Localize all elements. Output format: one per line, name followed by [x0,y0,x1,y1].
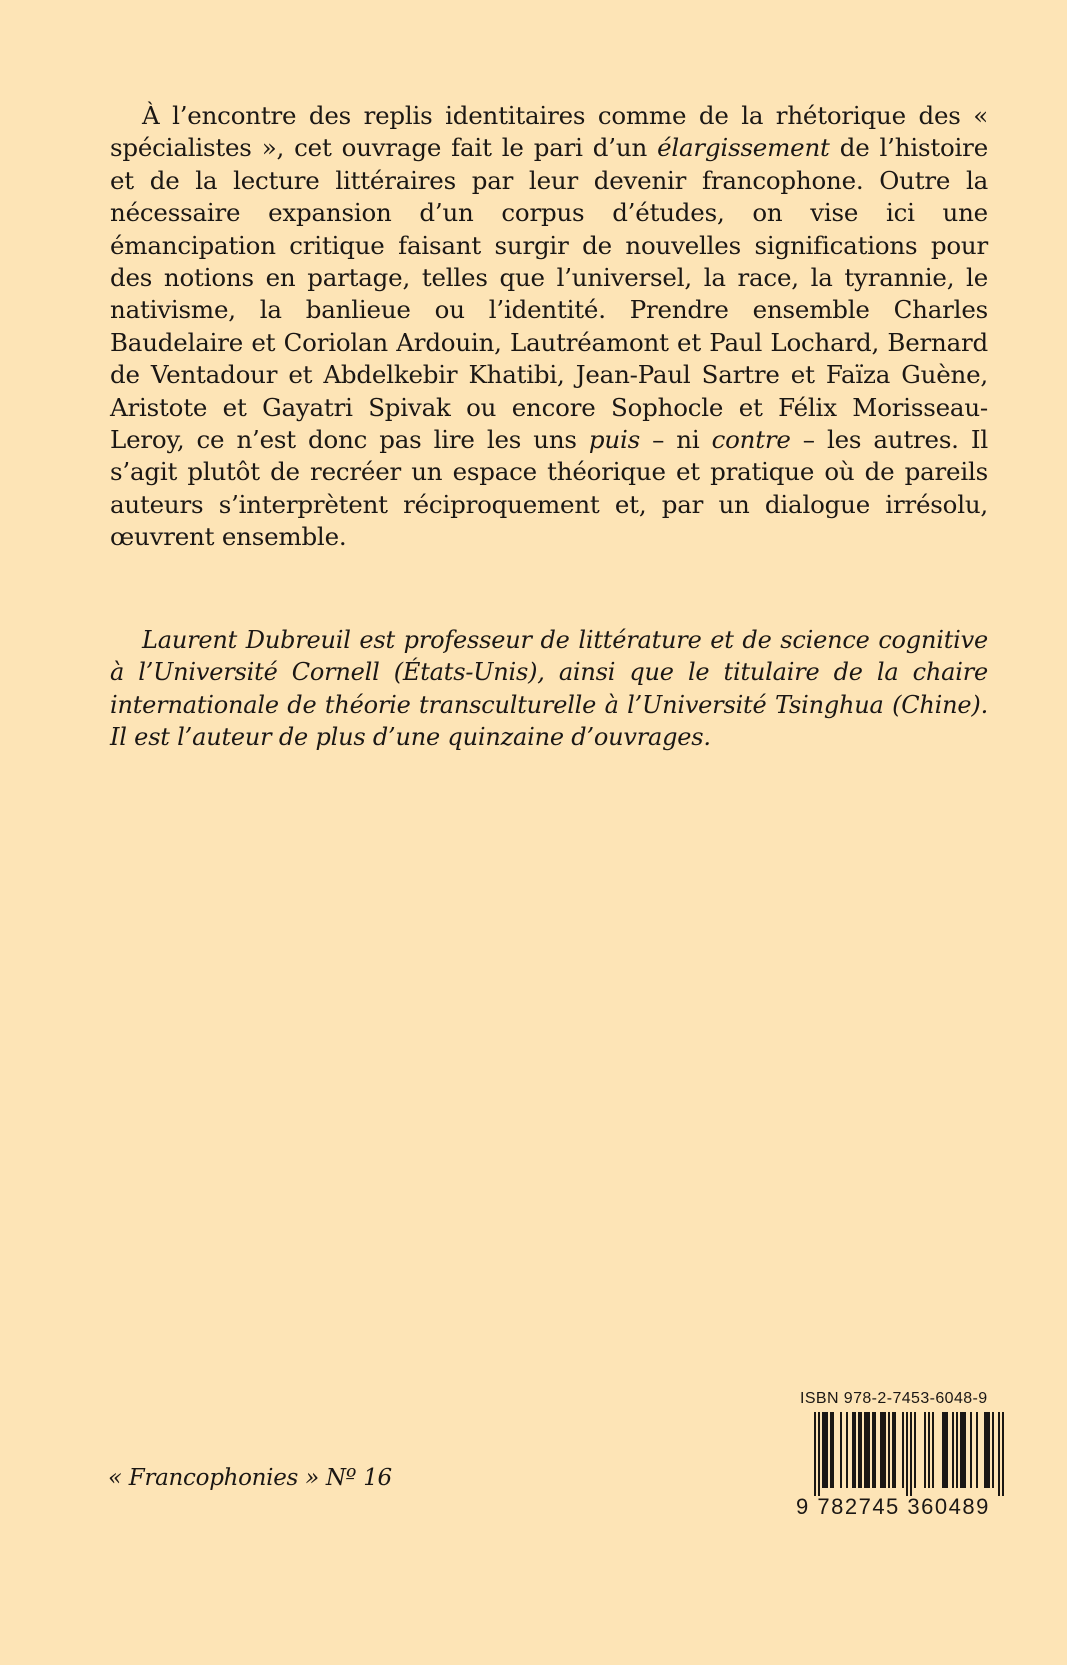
barcode-left-group: 782745 [817,1494,900,1519]
barcode-bar [852,1412,854,1488]
summary-text-3: – ni [639,425,712,455]
summary-emphasis-elargissement: élargissement [657,133,830,163]
barcode-bar [814,1412,816,1496]
barcode-bar [854,1412,856,1488]
summary-emphasis-contre: contre [711,425,791,455]
barcode-bar [888,1412,890,1488]
barcode-bar [824,1412,826,1488]
barcode-bar [952,1412,954,1488]
series-label: « Francophonies » Nº 16 [108,1465,392,1491]
barcode-bar [902,1412,904,1488]
barcode-bar [880,1412,882,1488]
barcode-bar [830,1412,832,1488]
barcode-bars [796,1412,1010,1496]
book-summary [110,100,988,554]
barcode-bar [832,1412,834,1488]
barcode-right-group: 360489 [907,1494,990,1519]
barcode-bar [858,1412,860,1488]
barcode-bar [864,1412,866,1488]
barcode-bar [932,1412,934,1488]
barcode-bar [872,1412,874,1488]
barcode-bar [970,1412,972,1488]
summary-text-1: À l’encontre des replis identitaires comme de la rhétorique des « spécialistes », cet ouvrage fait le pari d’un [110,101,988,163]
barcode-bar [1002,1412,1004,1496]
barcode-bar [860,1412,862,1488]
barcode-bar [942,1412,944,1488]
barcode-bar [964,1412,966,1488]
barcode-bar [924,1412,926,1488]
barcode-bar [986,1412,988,1488]
barcode-bar [822,1412,824,1488]
author-bio: Laurent Dubreuil est professeur de littérature et de science cognitive à l’Université Cornell (États-Unis), ainsi que le titulaire de la chaire internationale de théorie transculturelle à l’Université Tsinghua (Chine). Il est l’auteur de plus d’une quinzaine d’ouvrages. [110,626,988,752]
summary-text-2: de l’histoire et de la lecture littéraires par leur devenir francophone. Outre la nécessaire expansion d’un corpus d’études, on vise ici une émancipation critique faisant surgir de nouvelles significations pour des notions en partage, telles que l’universel, la race, la tyrannie, le nativisme, la banlieue ou l’identité. Prendre ensemble Charles Baudelaire et Coriolan Ardouin, Lautréamont et Paul Lochard, Bernard de Ventadour et Abdelkebir Khatibi, Jean-Paul Sartre et Faïza Guène, Aristote et Gayatri Spivak ou encore Sophocle et Félix Morisseau-Leroy, ce n’est donc pas lire les uns [110,133,988,455]
barcode-bar [874,1412,876,1488]
barcode-bar [976,1412,978,1488]
barcode-bar [914,1412,916,1488]
barcode-bar [928,1412,930,1488]
summary-emphasis-puis: puis [588,425,640,455]
barcode-bar [988,1412,990,1488]
barcode-bar [892,1412,894,1488]
barcode-bar [944,1412,946,1488]
summary-text-4: – les autres. Il s’agit plutôt de recréer un espace théorique et pratique où de pareils auteurs s’interprètent réciproquement et, par un dialogue irrésolu, œuvrent ensemble. [110,425,988,552]
barcode-bar [998,1412,1000,1496]
barcode-bar [894,1412,896,1488]
barcode-bar [868,1412,870,1488]
barcode-bar [956,1412,958,1488]
barcode-bar [882,1412,884,1488]
barcode-bar [866,1412,868,1488]
barcode-bar [910,1412,912,1496]
barcode-bar [840,1412,842,1488]
barcode-bar [984,1412,986,1488]
barcode-bar [906,1412,908,1496]
barcode-bar [962,1412,964,1488]
barcode-first-digit: 9 [796,1494,810,1519]
barcode-bar [884,1412,886,1488]
isbn-barcode [796,1390,1010,1520]
barcode-digits [796,1494,1010,1520]
barcode-bar [846,1412,848,1488]
isbn-text: ISBN 978-2-7453-6048-9 [800,1390,988,1407]
barcode-bar [818,1412,820,1496]
barcode-bar [960,1412,962,1488]
barcode-bar [946,1412,948,1488]
barcode-bar [826,1412,828,1488]
barcode-bar [992,1412,994,1488]
